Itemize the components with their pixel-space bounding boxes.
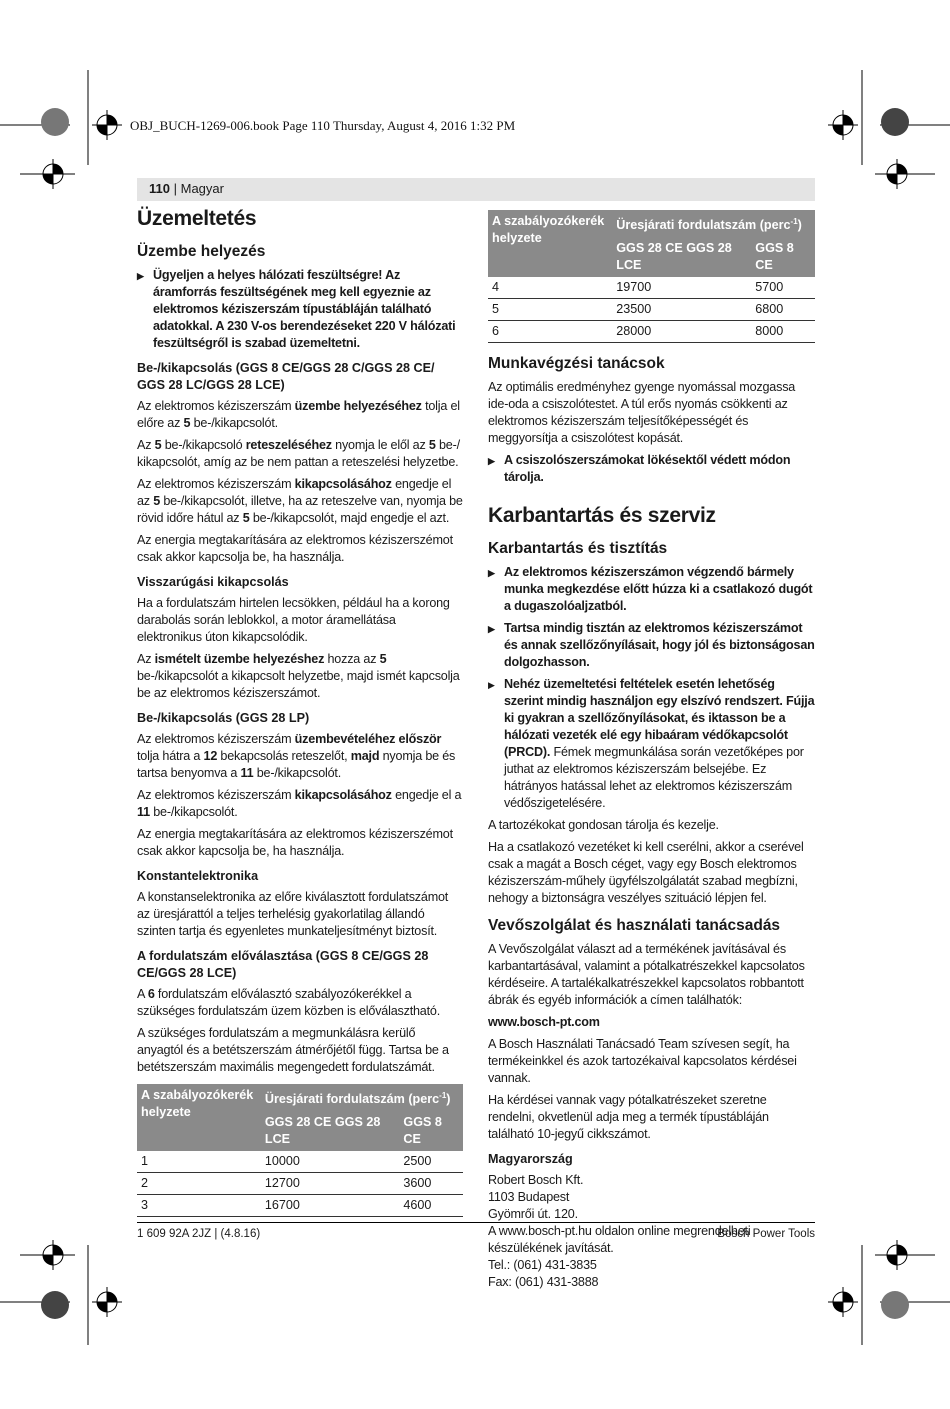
paragraph-cable: Ha a csatlakozó vezetéket ki kell cserélni, akkor a cserével csak a magát a Bosch céget, vagy egy Bosch elektromos kéziszerszám-műhely ügyfélszolgálatát szabad megbízni, nehogy a biztonságra veszélyes szituáció lépjen fel. [488, 840, 804, 906]
subsection-work-tips: Munkavégzési tanácsok [488, 355, 665, 373]
bullet-storage: ▶ A csiszolószerszámokat lökésektől védett módon tárolja. [488, 452, 815, 486]
subsection-cleaning: Karbantartás és tisztítás [488, 540, 668, 558]
bullet-voltage: ▶ Ügyeljen a helyes hálózati feszültségre! Az áramforrás feszültségének meg kell egyeznie az elektromos kéziszerszám típustábláján található adatokkal. A 230 V-os berendezéseket 220 V hálózati feszültségről is szabad üzemeltetni. [137, 267, 463, 352]
subsection-service: Vevőszolgálat és használati tanácsadás [488, 917, 781, 935]
table-header-speed: Üresjárati fordulatszám (perc$^{-1}$) [612, 210, 815, 237]
table-header-position: A szabályozókerék helyzete [137, 1084, 261, 1151]
subsection-start-up: Üzembe helyezés [137, 243, 266, 260]
left-column [137, 205, 463, 1217]
speed-table-1 [137, 1084, 463, 1217]
paragraph-lock: Az 5 be-/kikapcsoló reteszeléséhez nyomja le elől az 5 be-/ kikapcsolót, amíg az be nem pattan a reteszelési helyzetbe. [137, 438, 460, 469]
bullet-keep-clean: ▶ Tartsa mindig tisztán az elektromos kéziszerszámot és annak szellőzőnyílásait, hogy jól és biztonságosan dolgozhasson. [488, 620, 815, 671]
header-separator: | [173, 181, 177, 196]
paragraph-speed-depends: A szükséges fordulatszám a megmunkálásra kerülő anyagtól és a betétszerszám átmérőjétől függ. Tartsa be a betétszerszám maximális megengedett fordulatszámát. [137, 1026, 449, 1074]
paragraph-lp-stop: Az elektromos kéziszerszám kikapcsolásához engedje el a 11 be-/kikapcsolót. [137, 788, 462, 819]
table-row: 3 16700 4600 [137, 1195, 463, 1217]
country-heading: Magyarország [488, 1152, 573, 1167]
paragraph-work-tips: Az optimális eredményhez gyenge nyomással mozgassa ide-oda a csiszolótestet. A túl erős nyomás csökkenti az elektromos kéziszerszám teljesítőképességét és meggyorsítja a csiszolótest kopását. [488, 380, 796, 446]
table-subheader-b: GGS 8 CE [399, 1111, 463, 1151]
paragraph-energy-2: Az energia megtakarítására az elektromos kéziszerszémot csak akkor kapcsolja be, ha használja. [137, 827, 453, 858]
page-number: 110 [149, 181, 170, 196]
table-header-speed: Üresjárati fordulatszám (perc$^{-1}$) [261, 1084, 463, 1111]
table-row: 5 23500 6800 [488, 299, 815, 321]
heading-kickback: Visszarúgási kikapcsolás [137, 575, 289, 589]
paragraph-order: Ha kérdései vannak vagy pótalkatrészeket szeretne rendelni, okvetlenül adja meg a termék típustábláján található 10-jegyű cikkszámot. [488, 1093, 769, 1142]
footer-doc-number: 1 609 92A 2JZ | (4.8.16) [137, 1228, 261, 1240]
address-online: A www.bosch-pt.hu oldalon online megrendelheti készülékének javítását. [488, 1224, 751, 1256]
bullet-unplug: ▶ Az elektromos kéziszerszámon végzendő bármely munka megkezdése előtt húzza ki a csatlakozó dugót a dugaszolóaljzatból. [488, 564, 815, 615]
table-header-position: A szabályozókerék helyzete [488, 210, 612, 277]
address-street: Gyömrői út. 120. [488, 1207, 578, 1222]
table-row: 4 19700 5700 [488, 277, 815, 299]
right-column [488, 210, 815, 1291]
header-language: Magyar [180, 181, 224, 196]
heading-on-off-lp: Be-/kikapcsolás (GGS 28 LP) [137, 711, 310, 725]
footer-brand: Bosch Power Tools [717, 1228, 815, 1240]
table-subheader-a: GGS 28 CE GGS 28 LCE [261, 1111, 400, 1151]
file-header: OBJ_BUCH-1269-006.book Page 110 Thursday, August 4, 2016 1:32 PM [130, 118, 516, 133]
phone: Tel.: (061) 431-3835 [488, 1258, 597, 1273]
paragraph-energy: Az energia megtakarítására az elektromos kéziszerszémot csak akkor kapcsolja be, ha használja. [137, 533, 453, 564]
footer-rule [137, 1222, 815, 1223]
paragraph-lp-start: Az elektromos kéziszerszám üzembevételéhez először tolja hátra a 12 bekapcsolás reteszelőt, majd nyomja be és tartsa benyomva a 11 be-/kikapcsolót. [137, 732, 456, 780]
paragraph-kickback: Ha a fordulatszám hirtelen lecsökken, például ha a korong darabolás során leblokkol, a motor áramellátása elektronikus úton kikapcsolódik. [137, 596, 450, 644]
table-row: 1 10000 2500 [137, 1151, 463, 1173]
paragraph-restart: Az ismételt üzembe helyezéshez hozza az 5 be-/kikapcsolót a kikapcsolt helyzetbe, majd ismét kapcsolja be az elektromos kéziszerszámot. [137, 652, 460, 700]
speed-table-2 [488, 210, 815, 343]
fax: Fax: (061) 431-3888 [488, 1275, 599, 1290]
table-subheader-b: GGS 8 CE [751, 237, 815, 277]
paragraph-switch-off: Az elektromos kéziszerszám kikapcsolásához engedje el az 5 be-/kikapcsolót, illetve, ha az reteszelve van, nyomja be rövid időre hátul az 5 be-/kikapcsolót, majd engedje el azt. [137, 477, 463, 525]
table-row: 2 12700 3600 [137, 1173, 463, 1195]
service-url[interactable]: www.bosch-pt.com [488, 1015, 600, 1030]
table-subheader-a: GGS 28 CE GGS 28 LCE [612, 237, 751, 277]
address-company: Robert Bosch Kft. [488, 1173, 584, 1188]
paragraph-team: A Bosch Használati Tanácsadó Team szívesen segít, ha termékeinkkel és azok tartozékaival kapcsolatos kérdései vannak. [488, 1037, 797, 1086]
heading-speed-preselection: A fordulatszám előválasztása (GGS 8 CE/GGS 28 CE/GGS 28 LCE) [137, 949, 429, 980]
paragraph-constant-electronics: A konstanselektronika az előre kiválasztott fordulatszámot az üresjárattól a teljes terhelésig gyakorlatilag állandó szinten tartja és egyenletes munkateljesítményt biztosít. [137, 890, 449, 938]
table-row: 6 28000 8000 [488, 321, 815, 343]
section-title-operation: Üzemeltetés [137, 207, 257, 230]
paragraph-preselection: A 6 fordulatszám előválasztó szabályozókerékkel a szükséges fordulatszám üzem közben is előválasztható. [137, 987, 441, 1018]
paragraph-switch-on: Az elektromos kéziszerszám üzembe helyezéséhez tolja el előre az 5 be-/kikapcsolót. [137, 399, 460, 430]
address-city: 1103 Budapest [488, 1190, 570, 1205]
heading-on-off: Be-/kikapcsolás (GGS 8 CE/GGS 28 C/GGS 28 CE/ GGS 28 LC/GGS 28 LCE) [137, 361, 435, 392]
paragraph-service: A Vevőszolgálat választ ad a termékének javításával és karbantartásával, valamint a pótalkatrészekkel kapcsolatos kérdéseire. A tartalékalkatrészekkel kapcsolatos robbantott ábrák és egyéb információk a címen találhatók: [488, 942, 805, 1008]
heading-constant-electronics: Konstantelektronika [137, 869, 259, 883]
paragraph-accessories: A tartozékokat gondosan tárolja és kezelje. [488, 818, 719, 833]
section-title-maintenance: Karbantartás és szerviz [488, 504, 716, 528]
page-header-bar [137, 178, 815, 201]
bullet-extraction: ▶ Nehéz üzemeltetési feltételek esetén lehetőség szerint mindig használjon egy elszívó rendszert. Fújja ki gyakran a szellőzőnyílásokat, és iktasson be a hálózati vezeték elé egy hibaáram védőkapcsolót (PRCD). Fémek megmunkálása során vezetőképes por juthat az elektromos kéziszerszám belsejébe. Ez hátrányos hatással lehet az elektromos kéziszerszám védőszigetelésére. [488, 676, 815, 812]
